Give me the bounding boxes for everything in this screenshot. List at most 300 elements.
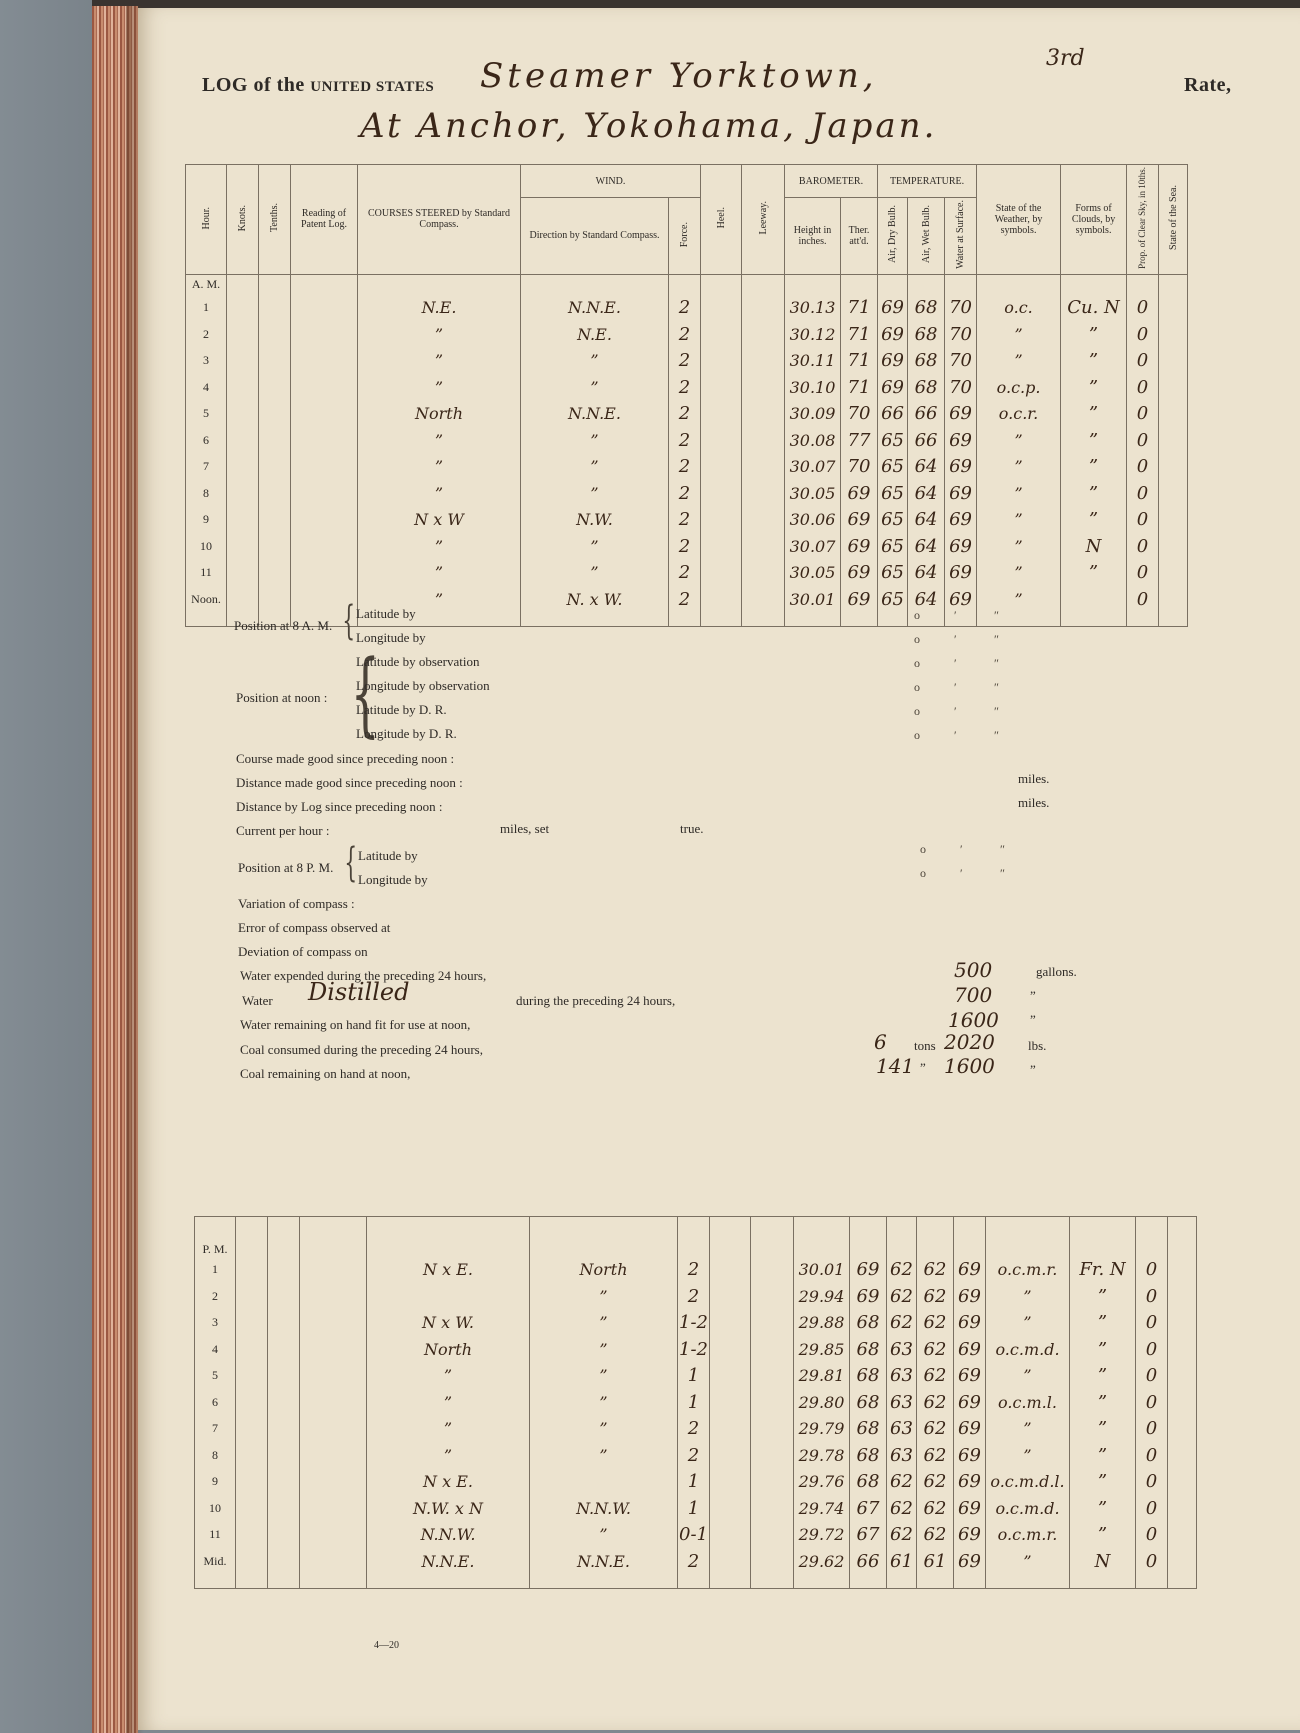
cell-ther-attd: 77 — [841, 427, 878, 454]
cell-sea — [1168, 1522, 1197, 1549]
cell-leeway — [751, 1336, 794, 1363]
cell-leeway — [751, 1363, 794, 1390]
cell-hour: 4 — [195, 1336, 236, 1363]
cell-leeway — [742, 480, 785, 507]
cell-weather: o.c.m.r. — [986, 1522, 1070, 1549]
cell-weather: o.c. — [977, 294, 1061, 321]
cell-leeway — [742, 294, 785, 321]
cell-leeway — [742, 427, 785, 454]
cell-water-temp: 69 — [954, 1363, 986, 1390]
position-sec-mark: ″ — [994, 728, 999, 742]
cell-course: ” — [367, 1389, 530, 1416]
united-states-label: UNITED STATES — [310, 79, 435, 95]
cell-sea — [1168, 1310, 1197, 1337]
current-miles-set: miles, set — [500, 821, 550, 836]
pos-8pm-label: Position at 8 P. M. — [238, 860, 334, 875]
cell-knots — [227, 400, 259, 427]
cell-sea — [1168, 1469, 1197, 1496]
cell-leeway — [742, 374, 785, 401]
cell-heel — [701, 533, 742, 560]
cell-leeway — [751, 1495, 794, 1522]
coal-remaining-ditto-2: ” — [1030, 1062, 1036, 1077]
cell-knots — [236, 1416, 268, 1443]
position-deg-mark: o — [914, 608, 920, 622]
cell-tenths — [268, 1469, 300, 1496]
cell-leeway — [742, 586, 785, 613]
cell-air-dry: 65 — [878, 533, 908, 560]
cell-wind-force: 2 — [669, 480, 701, 507]
cell-knots — [227, 480, 259, 507]
cell-ther-attd: 68 — [850, 1363, 887, 1390]
cell-wind-direction: ” — [530, 1336, 678, 1363]
cell-air-dry: 69 — [878, 321, 908, 348]
cell-air-dry: 66 — [878, 400, 908, 427]
lbs-label: lbs. — [1028, 1038, 1047, 1053]
cell-leeway — [742, 559, 785, 586]
water-distilled-value: 700 — [954, 983, 993, 1007]
cell-leeway — [742, 321, 785, 348]
cell-knots — [236, 1389, 268, 1416]
cell-air-wet: 61 — [917, 1548, 954, 1575]
position-min-mark: ′ — [960, 842, 963, 856]
log-row — [186, 374, 1188, 401]
cell-water-temp: 69 — [945, 506, 977, 533]
distance-made-miles: miles. — [1018, 771, 1050, 786]
cell-hour: 3 — [195, 1310, 236, 1337]
log-row — [186, 294, 1188, 321]
cell-wind-force: 1 — [678, 1389, 710, 1416]
cell-ther-attd: 69 — [850, 1283, 887, 1310]
cell-clear-sky: 0 — [1127, 321, 1159, 348]
cell-sea — [1168, 1283, 1197, 1310]
cell-air-wet: 62 — [917, 1257, 954, 1284]
cell-clear-sky: 0 — [1136, 1522, 1168, 1549]
cell-barometer: 30.01 — [785, 586, 841, 613]
coal-remaining-label: Coal remaining on hand at noon, — [240, 1066, 411, 1081]
cell-air-dry: 65 — [878, 506, 908, 533]
cell-water-temp: 69 — [945, 453, 977, 480]
pos-8pm-long: Longitude by — [358, 872, 428, 887]
cell-wind-force: 1 — [678, 1469, 710, 1496]
water-label: Water — [242, 993, 273, 1008]
cell-leeway — [742, 400, 785, 427]
cell-ther-attd: 68 — [850, 1416, 887, 1443]
cell-water-temp: 69 — [954, 1469, 986, 1496]
cell-clouds: ” — [1061, 427, 1127, 454]
cell-leeway — [751, 1548, 794, 1575]
cell-ther-attd: 69 — [841, 559, 878, 586]
cell-ther-attd: 68 — [850, 1336, 887, 1363]
cell-water-temp: 69 — [954, 1389, 986, 1416]
position-min-mark: ′ — [954, 680, 957, 694]
cell-clouds: ” — [1070, 1283, 1136, 1310]
hdr-air-dry: Air, Dry Bulb. — [878, 198, 908, 275]
position-deg-mark: o — [914, 632, 920, 646]
cell-heel — [701, 586, 742, 613]
log-row — [195, 1469, 1197, 1496]
cell-clear-sky: 0 — [1127, 347, 1159, 374]
cell-ther-attd: 70 — [841, 400, 878, 427]
log-row — [195, 1310, 1197, 1337]
cell-hour: 9 — [195, 1469, 236, 1496]
cell-tenths — [268, 1522, 300, 1549]
cell-wind-direction — [530, 1469, 678, 1496]
position-sec-mark: ″ — [994, 704, 999, 718]
hdr-air-wet: Air, Wet Bulb. — [908, 198, 945, 275]
hdr-water-surface: Water at Surface. — [945, 198, 977, 275]
cell-air-wet: 62 — [917, 1363, 954, 1390]
cell-clear-sky: 0 — [1127, 400, 1159, 427]
cell-hour: 1 — [195, 1257, 236, 1284]
cell-wind-force: 2 — [669, 533, 701, 560]
cell-course: ” — [367, 1442, 530, 1469]
cell-weather: ” — [986, 1442, 1070, 1469]
water-expended-label: Water expended during the preceding 24 hours, — [240, 968, 487, 983]
cell-sea — [1159, 533, 1188, 560]
cell-wind-force: 2 — [669, 374, 701, 401]
cell-tenths — [268, 1442, 300, 1469]
cell-tenths — [268, 1548, 300, 1575]
cell-sea — [1168, 1389, 1197, 1416]
water-remaining-label: Water remaining on hand fit for use at noon, — [240, 1017, 471, 1032]
cell-clouds: ” — [1061, 400, 1127, 427]
cell-barometer: 29.79 — [794, 1416, 850, 1443]
cell-air-wet: 62 — [917, 1495, 954, 1522]
cell-knots — [227, 294, 259, 321]
cell-knots — [236, 1336, 268, 1363]
cell-clear-sky: 0 — [1136, 1389, 1168, 1416]
brace-8am: { — [342, 598, 356, 644]
log-row-spacer — [186, 612, 1188, 626]
cell-clouds: ” — [1070, 1389, 1136, 1416]
cell-patent-log — [300, 1548, 367, 1575]
pos-noon-long-obs: Longitude by observation — [356, 678, 490, 693]
position-sec-mark: ″ — [994, 656, 999, 670]
cell-hour: 10 — [186, 533, 227, 560]
water-remaining-ditto: ” — [1030, 1012, 1036, 1027]
position-sec-mark: ″ — [1000, 866, 1005, 880]
cell-clouds — [1061, 586, 1127, 613]
cell-patent-log — [291, 480, 358, 507]
cell-clouds: ” — [1061, 559, 1127, 586]
cell-wind-direction: ” — [521, 480, 669, 507]
cell-wind-direction: ” — [521, 533, 669, 560]
cell-ther-attd: 71 — [841, 321, 878, 348]
cell-leeway — [751, 1522, 794, 1549]
cell-knots — [236, 1310, 268, 1337]
cell-wind-direction: N.W. — [521, 506, 669, 533]
cell-ther-attd: 70 — [841, 453, 878, 480]
cell-hour: 3 — [186, 347, 227, 374]
cell-water-temp: 69 — [954, 1548, 986, 1575]
cell-clear-sky: 0 — [1127, 374, 1159, 401]
water-expended-value: 500 — [954, 958, 993, 982]
hdr-courses: COURSES STEERED by Standard Compass. — [358, 165, 521, 275]
pos-8am-label: Position at 8 A. M. — [234, 618, 333, 633]
cell-sea — [1159, 427, 1188, 454]
pm-label: P. M. — [195, 1217, 236, 1257]
coal-remaining-lbs: 1600 — [944, 1054, 995, 1078]
cell-hour: Mid. — [195, 1548, 236, 1575]
cell-heel — [701, 453, 742, 480]
cell-leeway — [751, 1389, 794, 1416]
cell-weather: ” — [977, 506, 1061, 533]
cell-heel — [701, 427, 742, 454]
cell-clouds: ” — [1070, 1522, 1136, 1549]
cell-heel — [701, 480, 742, 507]
cell-clouds: ” — [1061, 374, 1127, 401]
cell-course: N x W — [358, 506, 521, 533]
cell-weather: o.c.m.d.l. — [986, 1469, 1070, 1496]
cell-weather: ” — [977, 427, 1061, 454]
cell-patent-log — [300, 1283, 367, 1310]
cell-air-wet: 62 — [917, 1389, 954, 1416]
cell-course: ” — [358, 586, 521, 613]
cell-clear-sky: 0 — [1136, 1495, 1168, 1522]
cell-barometer: 30.07 — [785, 453, 841, 480]
cell-clouds: ” — [1061, 506, 1127, 533]
cell-heel — [710, 1336, 751, 1363]
cell-patent-log — [300, 1416, 367, 1443]
cell-air-dry: 65 — [878, 427, 908, 454]
cell-air-dry: 63 — [887, 1389, 917, 1416]
tons-label: tons — [914, 1038, 936, 1053]
cell-barometer: 29.76 — [794, 1469, 850, 1496]
cell-leeway — [751, 1310, 794, 1337]
cell-tenths — [259, 533, 291, 560]
form-number: 4—20 — [374, 1640, 399, 1651]
current-true: true. — [680, 821, 704, 836]
cell-barometer: 30.08 — [785, 427, 841, 454]
cell-air-dry: 62 — [887, 1257, 917, 1284]
cell-course: ” — [358, 453, 521, 480]
cell-water-temp: 70 — [945, 374, 977, 401]
cell-tenths — [259, 586, 291, 613]
cell-tenths — [268, 1363, 300, 1390]
cell-hour: 8 — [195, 1442, 236, 1469]
cell-knots — [227, 321, 259, 348]
cell-clouds: Fr. N — [1070, 1257, 1136, 1284]
cell-heel — [710, 1363, 751, 1390]
cell-wind-force: 2 — [669, 321, 701, 348]
cell-air-wet: 62 — [917, 1469, 954, 1496]
log-row — [195, 1495, 1197, 1522]
hdr-leeway: Leeway. — [742, 165, 785, 275]
cell-barometer: 29.78 — [794, 1442, 850, 1469]
position-min-mark: ′ — [954, 656, 957, 670]
distance-log-miles: miles. — [1018, 795, 1050, 810]
cell-ther-attd: 69 — [850, 1257, 887, 1284]
cell-water-temp: 69 — [945, 586, 977, 613]
rate-value: 3rd — [1046, 46, 1085, 71]
cell-air-wet: 64 — [908, 586, 945, 613]
log-row — [186, 347, 1188, 374]
am-log-table — [185, 164, 1188, 627]
cell-wind-direction: N.N.W. — [530, 1495, 678, 1522]
cell-barometer: 30.11 — [785, 347, 841, 374]
cell-weather: ” — [977, 453, 1061, 480]
cell-air-wet: 68 — [908, 294, 945, 321]
cell-clear-sky: 0 — [1136, 1257, 1168, 1284]
cell-wind-force: 2 — [678, 1257, 710, 1284]
cell-leeway — [742, 533, 785, 560]
cell-tenths — [259, 427, 291, 454]
cell-air-wet: 64 — [908, 480, 945, 507]
log-row — [195, 1336, 1197, 1363]
cell-knots — [236, 1283, 268, 1310]
cell-tenths — [259, 506, 291, 533]
cell-heel — [701, 321, 742, 348]
cell-weather: ” — [986, 1548, 1070, 1575]
hdr-temperature: TEMPERATURE. — [878, 165, 977, 198]
hdr-weather: State of the Weather, by symbols. — [977, 165, 1061, 275]
cell-barometer: 29.81 — [794, 1363, 850, 1390]
cell-clear-sky: 0 — [1136, 1283, 1168, 1310]
cell-tenths — [259, 321, 291, 348]
pos-8am-lat: Latitude by — [356, 606, 416, 621]
log-row — [186, 427, 1188, 454]
cell-barometer: 29.74 — [794, 1495, 850, 1522]
water-remaining-value: 1600 — [948, 1008, 999, 1032]
position-min-mark: ′ — [954, 632, 957, 646]
cell-tenths — [268, 1257, 300, 1284]
cell-patent-log — [291, 559, 358, 586]
cell-clear-sky: 0 — [1136, 1469, 1168, 1496]
cell-sea — [1168, 1416, 1197, 1443]
cell-barometer: 30.12 — [785, 321, 841, 348]
cell-water-temp: 69 — [954, 1283, 986, 1310]
cell-barometer: 30.05 — [785, 559, 841, 586]
cell-ther-attd: 68 — [850, 1469, 887, 1496]
cell-leeway — [751, 1469, 794, 1496]
cell-weather: ” — [986, 1416, 1070, 1443]
hdr-tenths: Tenths. — [259, 165, 291, 275]
cell-hour: 9 — [186, 506, 227, 533]
cell-course: ” — [358, 480, 521, 507]
cell-course: ” — [358, 321, 521, 348]
cell-wind-direction: N.N.E. — [521, 400, 669, 427]
cell-weather: ” — [977, 480, 1061, 507]
water-type: Distilled — [308, 978, 410, 1006]
cell-patent-log — [300, 1495, 367, 1522]
cell-water-temp: 69 — [954, 1495, 986, 1522]
pos-noon-long-dr: Longitude by D. R. — [356, 726, 457, 741]
cell-heel — [710, 1389, 751, 1416]
cell-sea — [1168, 1442, 1197, 1469]
cell-wind-force: 2 — [669, 506, 701, 533]
cell-wind-force: 2 — [669, 294, 701, 321]
cell-knots — [236, 1257, 268, 1284]
cell-heel — [710, 1310, 751, 1337]
cell-knots — [227, 347, 259, 374]
cell-heel — [710, 1495, 751, 1522]
cell-wind-direction: ” — [530, 1416, 678, 1443]
cell-clouds: ” — [1070, 1469, 1136, 1496]
cell-wind-force: 1-2 — [678, 1336, 710, 1363]
cell-clear-sky: 0 — [1127, 294, 1159, 321]
cell-sea — [1159, 400, 1188, 427]
cell-hour: 2 — [195, 1283, 236, 1310]
position-min-mark: ′ — [954, 608, 957, 622]
cell-course: ” — [358, 559, 521, 586]
position-sec-mark: ″ — [994, 680, 999, 694]
cell-course: N.W. x N — [367, 1495, 530, 1522]
cell-clear-sky: 0 — [1127, 586, 1159, 613]
cell-course: ” — [358, 533, 521, 560]
cell-air-wet: 62 — [917, 1336, 954, 1363]
cell-course: ” — [367, 1363, 530, 1390]
cell-barometer: 30.06 — [785, 506, 841, 533]
position-deg-mark: o — [914, 680, 920, 694]
water-type-label: during the preceding 24 hours, — [516, 993, 676, 1008]
cell-water-temp: 69 — [954, 1522, 986, 1549]
cell-patent-log — [291, 453, 358, 480]
hdr-knots: Knots. — [227, 165, 259, 275]
hdr-hour: Hour. — [186, 165, 227, 275]
cell-air-dry: 62 — [887, 1469, 917, 1496]
position-deg-mark: o — [914, 728, 920, 742]
cell-ther-attd: 66 — [850, 1548, 887, 1575]
cell-air-wet: 62 — [917, 1310, 954, 1337]
cell-sea — [1168, 1495, 1197, 1522]
cell-heel — [710, 1283, 751, 1310]
cell-air-wet: 68 — [908, 347, 945, 374]
cell-clouds: ” — [1070, 1336, 1136, 1363]
cell-sea — [1159, 321, 1188, 348]
cell-hour: 11 — [195, 1522, 236, 1549]
cell-wind-force: 2 — [669, 427, 701, 454]
cell-wind-direction: ” — [530, 1363, 678, 1390]
cell-wind-direction: ” — [530, 1442, 678, 1469]
cell-wind-direction: N. x W. — [521, 586, 669, 613]
cell-wind-direction: N.N.E. — [521, 294, 669, 321]
cell-knots — [227, 506, 259, 533]
cell-barometer: 30.13 — [785, 294, 841, 321]
position-deg-mark: o — [920, 866, 926, 880]
cell-knots — [227, 586, 259, 613]
cell-knots — [227, 427, 259, 454]
cell-hour: 7 — [186, 453, 227, 480]
cell-barometer: 30.05 — [785, 480, 841, 507]
cell-clear-sky: 0 — [1127, 559, 1159, 586]
location: At Anchor, Yokohama, Japan. — [360, 106, 938, 146]
cell-air-dry: 62 — [887, 1495, 917, 1522]
am-label: A. M. — [186, 274, 227, 294]
cell-knots — [227, 559, 259, 586]
cell-air-wet: 66 — [908, 427, 945, 454]
cell-hour: 5 — [186, 400, 227, 427]
cell-leeway — [742, 347, 785, 374]
cell-air-dry: 65 — [878, 453, 908, 480]
cell-water-temp: 70 — [945, 321, 977, 348]
cell-leeway — [742, 506, 785, 533]
cell-tenths — [268, 1336, 300, 1363]
log-row — [195, 1257, 1197, 1284]
cell-tenths — [259, 374, 291, 401]
log-row — [195, 1522, 1197, 1549]
cell-wind-force: 2 — [669, 586, 701, 613]
cell-knots — [236, 1522, 268, 1549]
cell-clear-sky: 0 — [1136, 1363, 1168, 1390]
cell-air-dry: 69 — [878, 347, 908, 374]
cell-air-wet: 64 — [908, 533, 945, 560]
cell-clouds: ” — [1070, 1310, 1136, 1337]
hdr-ther-attd: Ther. att'd. — [841, 198, 878, 275]
cell-hour: 4 — [186, 374, 227, 401]
log-row — [195, 1548, 1197, 1575]
cell-course: ” — [367, 1416, 530, 1443]
cell-air-wet: 64 — [908, 453, 945, 480]
